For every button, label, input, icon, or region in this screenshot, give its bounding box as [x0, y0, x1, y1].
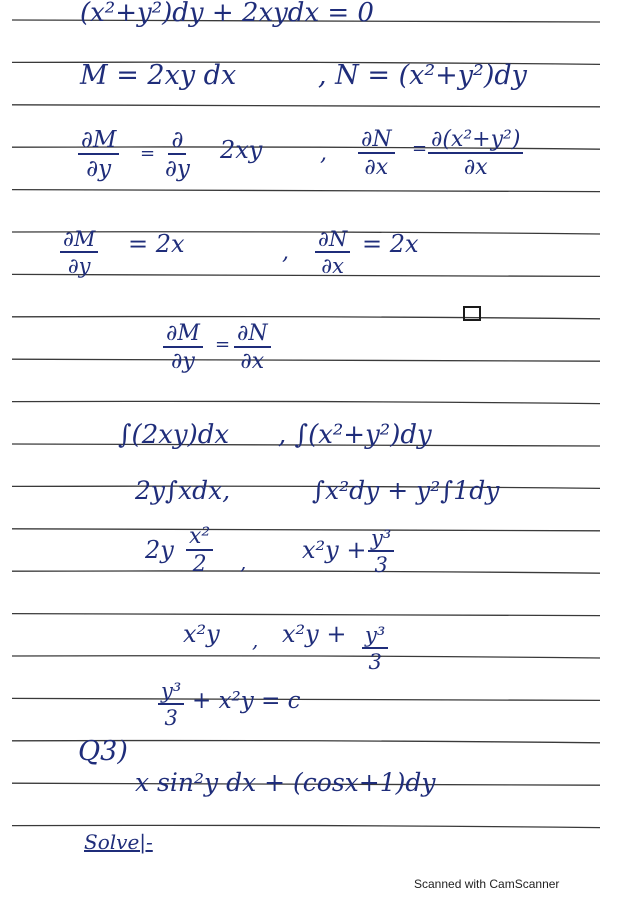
partial-n-partial-x [358, 128, 395, 179]
fraction-denominator: ∂y [165, 156, 190, 183]
ruled-line [12, 614, 600, 616]
equals-sign: = [412, 138, 428, 159]
comma-separator: , [282, 240, 289, 265]
fraction-numerator: ∂M [60, 228, 98, 253]
term-x2y: x²y [183, 620, 220, 648]
question-label: Q3) [78, 736, 128, 767]
fraction-y3-over-3 [368, 527, 394, 576]
partial-n-partial-x [234, 322, 271, 373]
ruled-line [12, 825, 600, 827]
term-x2y-plus: x²y + [282, 620, 347, 648]
fraction-numerator: ∂ [168, 128, 186, 155]
ruled-line [12, 232, 600, 234]
equation-original: (x²+y²)dy + 2xydx = 0 [80, 0, 374, 28]
integral-m: ∫(2xy)dx [118, 420, 230, 450]
fraction-denominator: 3 [368, 650, 382, 675]
comma-separator: , [240, 550, 247, 574]
partial-m-partial-y [60, 228, 98, 277]
fraction-numerator: ∂M [78, 128, 119, 155]
n-definition: , N = (x²+y²)dy [318, 60, 527, 91]
partial-m-partial-y [78, 128, 119, 181]
camscanner-watermark: Scanned with CamScanner [414, 877, 560, 891]
fraction-denominator: ∂y [67, 254, 91, 279]
result-2x: = 2x [128, 230, 185, 258]
fraction-numerator: ∂M [163, 322, 203, 348]
ruled-line [12, 486, 600, 488]
ruled-line [12, 698, 600, 700]
ruled-line [12, 571, 600, 573]
ruled-line [12, 359, 600, 361]
fraction-denominator: ∂y [171, 349, 195, 375]
integral-step-right: ∫x²dy + y²∫1dy [312, 476, 500, 505]
ruled-line [12, 529, 600, 531]
fraction-numerator: ∂N [234, 322, 271, 348]
equals-sign: = [140, 143, 156, 164]
fraction-denominator: 2 [192, 552, 207, 578]
term-x2y-plus: x²y + [302, 536, 367, 564]
solve-label: Solve|- [84, 830, 153, 854]
comma-separator: , [252, 628, 259, 652]
partial-m-partial-y [163, 322, 203, 373]
fraction-denominator: ∂x [240, 349, 265, 375]
fraction-denominator: ∂x [463, 155, 488, 181]
fraction-denominator: ∂y [86, 156, 112, 183]
integral-n: , ∫(x²+y²)dy [278, 420, 432, 450]
ruled-line [12, 190, 600, 192]
result-2x: = 2x [362, 230, 419, 258]
ruled-line [12, 105, 600, 107]
equals-sign: = [215, 334, 231, 355]
fraction-denominator: ∂x [321, 254, 344, 279]
integral-step: 2y∫xdx, [135, 476, 231, 505]
fraction-y3-over-3 [158, 680, 184, 729]
ruled-line [12, 401, 600, 403]
fraction-numerator: y³ [158, 680, 184, 705]
fraction-numerator: ∂N [358, 128, 395, 154]
fraction-denominator: ∂x [364, 155, 389, 181]
fraction-denominator: 3 [374, 553, 388, 578]
question-equation: x sin²y dx + (cosx+1)dy [135, 768, 436, 797]
fraction-numerator: ∂(x²+y²) [428, 128, 523, 154]
partial-n-partial-x [315, 228, 350, 277]
partial-operator-y [165, 128, 190, 181]
m-definition: M = 2xy dx [80, 60, 237, 91]
general-solution: + x²y = c [192, 688, 301, 714]
partial-n-expression [428, 128, 523, 179]
ruled-line [12, 656, 600, 658]
term-2xy: 2xy [220, 136, 263, 164]
end-of-proof-box [463, 306, 481, 321]
fraction-numerator: x² [186, 525, 213, 551]
fraction-numerator: ∂N [315, 228, 350, 253]
fraction-numerator: y³ [362, 624, 388, 649]
fraction-y3-over-3 [362, 624, 388, 673]
ruled-line [12, 274, 600, 276]
fraction-denominator: 3 [164, 706, 178, 731]
fraction-numerator: y³ [368, 527, 394, 552]
ruled-line [12, 317, 600, 319]
fraction-x2-over-2 [186, 525, 213, 576]
coefficient-2y: 2y [145, 536, 174, 564]
comma-separator: , [320, 141, 327, 166]
